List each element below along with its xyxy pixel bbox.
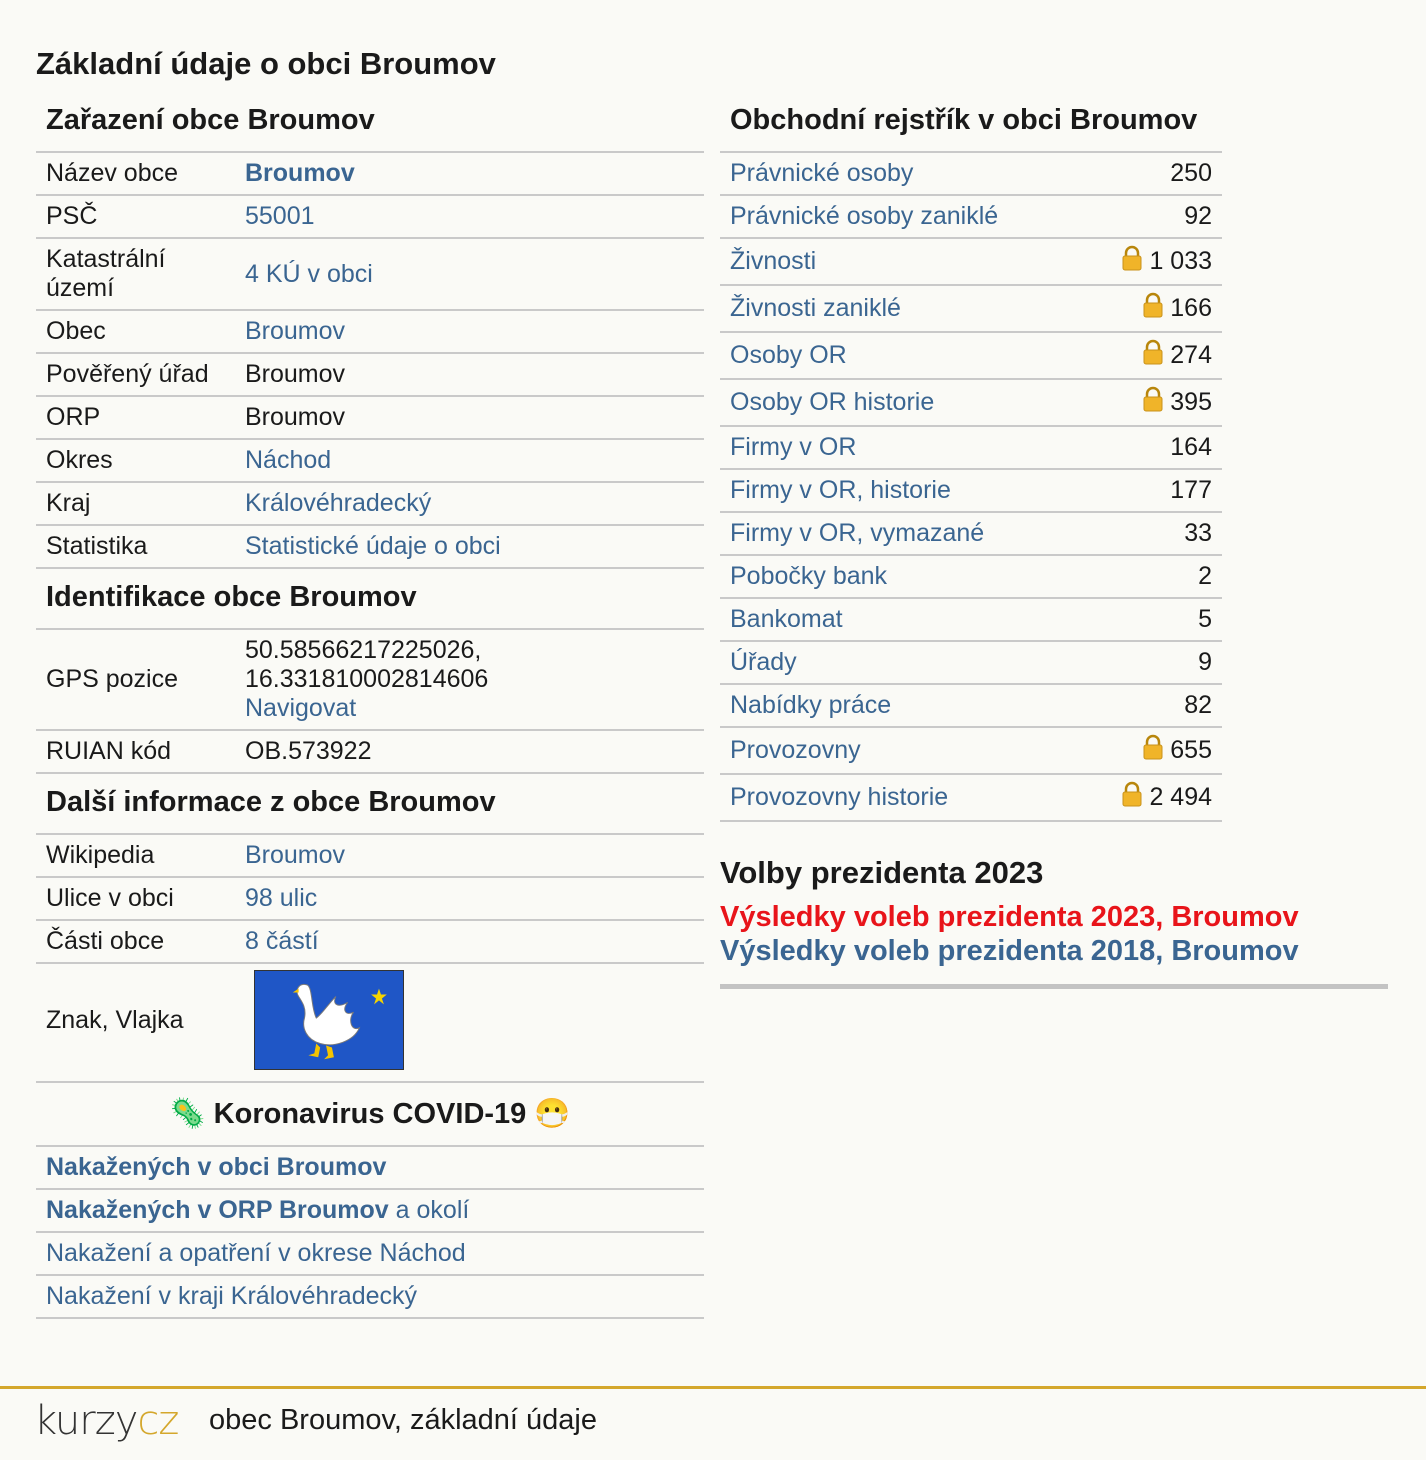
covid-heading-text: Koronavirus COVID-19 [213,1098,527,1130]
lock-icon [1142,339,1164,372]
ruian-label: RUIAN kód [36,730,235,773]
table-row [720,153,1222,195]
or-item-count: 9 [1198,648,1212,676]
or-item-count: 274 [1170,341,1212,369]
or-item-count: 1 033 [1149,247,1212,275]
covid-kraj-link[interactable]: Nakažení v kraji Královéhradecký [46,1282,417,1310]
gps-latitude: 50.58566217225026, [245,636,482,664]
statistika-link[interactable]: Statistické údaje o obci [245,532,501,560]
or-item-link[interactable]: Právnické osoby [730,159,914,187]
wikipedia-link[interactable]: Broumov [245,841,346,869]
row-label: ORP [36,396,235,439]
znak-label: Znak, Vlajka [36,963,235,1082]
obec-link[interactable]: Broumov [245,317,346,345]
zarazeni-heading: Zařazení obce Broumov [36,96,704,153]
povereny-urad-value: Broumov [235,353,704,396]
orp-value: Broumov [235,396,704,439]
row-label: Okres [36,439,235,482]
table-row [36,482,704,525]
or-item-link[interactable]: Nabídky práce [730,691,892,719]
table-row [36,920,704,963]
footer-text: obec Broumov, základní údaje [209,1404,597,1436]
or-item-count: 177 [1170,476,1212,504]
lock-icon [1121,781,1143,814]
lock-icon [1142,292,1164,325]
covid-orp-link-bold: Nakažených v ORP Broumov [46,1196,389,1224]
or-item-count: 166 [1170,294,1212,322]
katastralni-uzemi-link[interactable]: 4 KÚ v obci [245,259,373,288]
table-row [36,525,704,568]
kraj-link[interactable]: Královéhradecký [245,489,432,517]
lock-icon [1142,734,1164,767]
identifikace-heading: Identifikace obce Broumov [36,569,704,630]
table-row [36,730,704,773]
or-item-count: 2 494 [1149,783,1212,811]
table-row [36,1232,704,1275]
or-item-count: 655 [1170,736,1212,764]
or-item-link[interactable]: Živnosti [730,247,817,275]
covid-table [36,1147,704,1319]
identifikace-table [36,630,704,774]
mask-face-icon: 😷 [534,1098,571,1130]
zarazeni-table [36,153,704,569]
row-label: Obec [36,310,235,353]
ruian-value: OB.573922 [235,730,704,773]
left-column [36,96,704,1319]
or-item-link[interactable]: Živnosti zaniklé [730,294,901,322]
table-row [36,396,704,439]
covid-okres-link[interactable]: Nakažení a opatření v okrese Náchod [46,1239,466,1267]
table-row [36,877,704,920]
volby-heading: Volby prezidenta 2023 [720,855,1044,890]
or-item-link[interactable]: Osoby OR [730,341,847,369]
dalsi-heading: Další informace z obce Broumov [36,774,704,835]
table-row [36,630,704,730]
table-row [720,598,1222,641]
table-row [720,727,1222,774]
or-item-link[interactable]: Provozovny historie [730,783,949,811]
logo-text-accent: cz [137,1398,179,1444]
table-row [720,512,1222,555]
or-heading: Obchodní rejstřík v obci Broumov [720,96,1222,153]
table-row [720,238,1222,285]
table-row [720,332,1222,379]
volby-2023-link[interactable]: Výsledky voleb prezidenta 2023, Broumov [720,901,1299,933]
table-row [36,195,704,238]
table-row [720,555,1222,598]
or-item-link[interactable]: Provozovny [730,736,861,764]
psc-link[interactable]: 55001 [245,202,315,230]
table-row [720,379,1222,426]
row-label: Katastrální území [36,238,235,310]
volby-links [720,900,1388,968]
or-item-link[interactable]: Pobočky bank [730,562,888,590]
table-row [720,195,1222,238]
navigovat-link[interactable]: Navigovat [245,694,357,722]
volby-2018-link[interactable]: Výsledky voleb prezidenta 2018, Broumov [720,935,1299,967]
or-item-count: 395 [1170,388,1212,416]
table-row [720,684,1222,727]
or-item-link[interactable]: Firmy v OR, vymazané [730,519,985,547]
kurzy-logo[interactable] [34,1398,178,1444]
or-item-count: 5 [1198,605,1212,633]
casti-obce-link[interactable]: 8 částí [245,927,319,955]
nazev-obce-link[interactable]: Broumov [245,159,355,187]
row-label: Kraj [36,482,235,525]
or-item-count: 2 [1198,562,1212,590]
or-item-link[interactable]: Osoby OR historie [730,388,935,416]
table-row [36,1275,704,1318]
table-row [720,641,1222,684]
or-item-count: 92 [1184,202,1212,230]
covid-obec-link[interactable]: Nakažených v obci Broumov [46,1153,387,1181]
or-item-link[interactable]: Úřady [730,648,797,676]
covid-heading [36,1083,704,1147]
or-item-count: 250 [1170,159,1212,187]
or-item-link[interactable]: Právnické osoby zaniklé [730,202,999,230]
ulice-link[interactable]: 98 ulic [245,884,318,912]
row-label: Wikipedia [36,835,235,877]
gps-label: GPS pozice [36,630,235,730]
okres-link[interactable]: Náchod [245,446,332,474]
or-item-link[interactable]: Bankomat [730,605,843,633]
table-row [36,238,704,310]
row-label: Statistika [36,525,235,568]
virus-icon: 🦠 [169,1098,206,1130]
table-row [36,153,704,195]
row-label: Ulice v obci [36,877,235,920]
row-label: Části obce [36,920,235,963]
dalsi-table [36,835,704,1083]
right-column [720,96,1388,822]
or-item-count: 164 [1170,433,1212,461]
row-label: Název obce [36,153,235,195]
row-label: PSČ [36,195,235,238]
table-row [720,426,1222,469]
table-row [720,469,1222,512]
table-row [36,963,704,1082]
lock-icon [1142,386,1164,419]
or-item-link[interactable]: Firmy v OR, historie [730,476,951,504]
footer-divider [0,1386,1426,1389]
table-row [720,774,1222,821]
divider [720,984,1388,989]
table-row [36,835,704,877]
covid-orp-link[interactable] [46,1196,469,1224]
covid-orp-link-rest: a okolí [388,1196,470,1224]
lock-icon [1121,245,1143,278]
or-item-count: 33 [1184,519,1212,547]
table-row [36,353,704,396]
or-item-count: 82 [1184,691,1212,719]
table-row [36,310,704,353]
or-item-link[interactable]: Firmy v OR [730,433,857,461]
row-label: Pověřený úřad [36,353,235,396]
gps-longitude: 16.331810002814606 [245,665,489,693]
page-title: Základní údaje o obci Broumov [36,46,496,81]
logo-text-dark: kurzy [34,1398,138,1444]
table-row [720,285,1222,332]
table-row [36,439,704,482]
flag-image[interactable] [254,970,404,1070]
table-row [36,1147,704,1189]
table-row [36,1189,704,1232]
or-table [720,153,1222,822]
